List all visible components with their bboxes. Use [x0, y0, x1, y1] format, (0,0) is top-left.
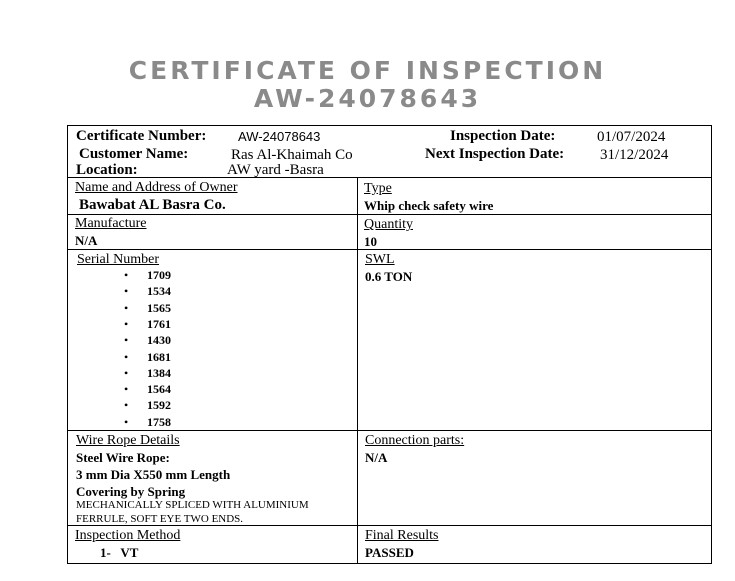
customer-name-value: Ras Al-Khaimah Co — [231, 147, 353, 163]
serial-number-label: Serial Number — [77, 252, 160, 267]
serial-item: 1430 — [147, 333, 171, 347]
manufacture-label: Manufacture — [75, 216, 147, 231]
type-label: Type — [364, 181, 392, 196]
bullet-icon: • — [124, 398, 129, 412]
serial-item: 1592 — [147, 398, 171, 412]
connection-parts-value: N/A — [365, 450, 388, 465]
manufacture-value: N/A — [75, 233, 98, 248]
certificate-number-label: Certificate Number: — [76, 128, 207, 144]
bullet-icon: • — [124, 317, 129, 331]
serial-item: 1384 — [147, 366, 171, 380]
serial-item: 1709 — [147, 268, 171, 282]
wire-rope-line: Steel Wire Rope: — [76, 450, 170, 465]
bullet-icon: • — [124, 301, 129, 315]
certificate-number-value: AW-24078643 — [238, 129, 321, 144]
next-inspection-date-value: 31/12/2024 — [600, 147, 669, 163]
swl-label: SWL — [365, 252, 395, 267]
bullet-icon: • — [124, 284, 129, 298]
serial-item: 1565 — [147, 301, 171, 315]
location-label: Location: — [76, 162, 138, 178]
wire-rope-line: FERRULE, SOFT EYE TWO ENDS. — [76, 513, 244, 525]
location-value: AW yard -Basra — [227, 162, 324, 178]
owner-label: Name and Address of Owner — [75, 180, 238, 195]
serial-item: 1758 — [147, 415, 171, 429]
swl-value: 0.6 TON — [365, 269, 413, 284]
serial-item: 1534 — [147, 284, 171, 298]
wire-rope-line: Covering by Spring — [76, 484, 186, 499]
serial-item: 1681 — [147, 350, 171, 364]
bullet-icon: • — [124, 382, 129, 396]
certificate-title: CERTIFICATE OF INSPECTION — [128, 56, 607, 85]
bullet-icon: • — [124, 268, 129, 282]
bullet-icon: • — [124, 350, 129, 364]
quantity-label: Quantity — [364, 217, 413, 232]
quantity-value: 10 — [364, 234, 377, 249]
bullet-icon: • — [124, 366, 129, 380]
bullet-icon: • — [124, 333, 129, 347]
wire-rope-line: 3 mm Dia X550 mm Length — [76, 467, 231, 482]
type-value: Whip check safety wire — [364, 198, 494, 213]
inspection-date-value: 01/07/2024 — [597, 129, 666, 145]
serial-item: 1761 — [147, 317, 171, 331]
next-inspection-date-label: Next Inspection Date: — [425, 146, 565, 162]
wire-rope-details-label: Wire Rope Details — [76, 433, 180, 448]
customer-name-label: Customer Name: — [79, 146, 189, 162]
connection-parts-label: Connection parts: — [365, 433, 465, 448]
final-results-label: Final Results — [365, 528, 439, 543]
serial-item: 1564 — [147, 382, 171, 396]
inspection-date-label: Inspection Date: — [450, 128, 556, 144]
inspection-method-label: Inspection Method — [75, 528, 181, 543]
final-results-value: PASSED — [365, 545, 414, 560]
certificate-number-title: AW-24078643 — [253, 84, 482, 113]
bullet-icon: • — [124, 415, 129, 429]
inspection-method-value: 1- VT — [100, 545, 139, 560]
wire-rope-line: MECHANICALLY SPLICED WITH ALUMINIUM — [76, 499, 309, 511]
owner-value: Bawabat AL Basra Co. — [79, 197, 226, 213]
